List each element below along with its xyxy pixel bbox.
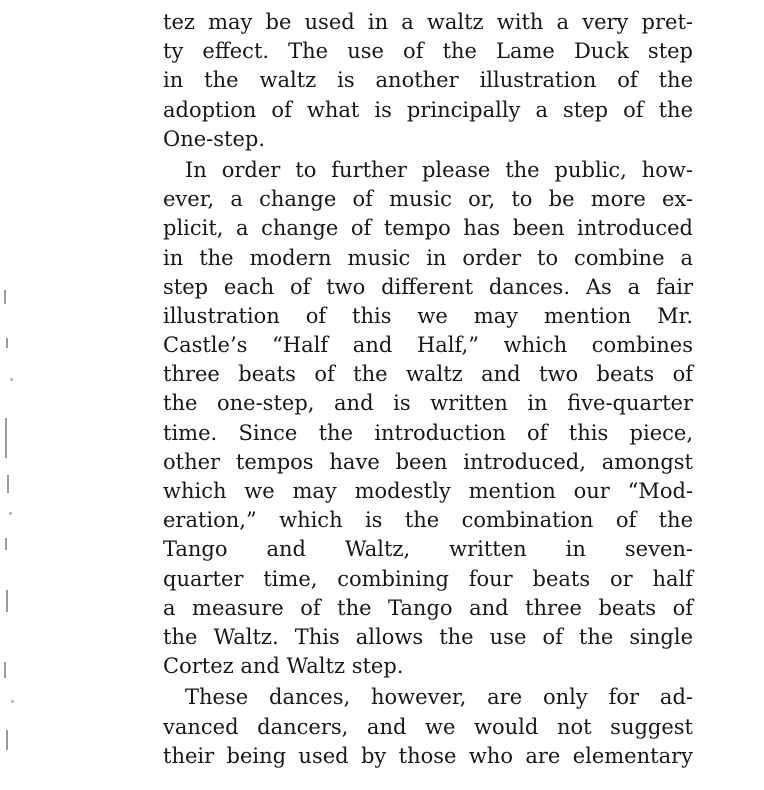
text-line: illustration of this we may mention Mr. — [163, 303, 693, 328]
text-line: Tango and Waltz, written in seven- — [163, 537, 693, 562]
paragraph — [163, 8, 693, 154]
text-line: One-step. — [163, 126, 266, 151]
text-line: In order to further please the public, how- — [185, 157, 693, 182]
text-line: the one-step, and is written in five-quarter — [163, 391, 693, 416]
text-line: quarter time, combining four beats or half — [163, 566, 693, 591]
text-line: three beats of the waltz and two beats of — [163, 362, 693, 387]
text-line: in the waltz is another illustration of the — [163, 68, 693, 93]
binding-mark — [5, 418, 7, 458]
paragraph — [163, 683, 693, 771]
text-line: ever, a change of music or, to be more ex- — [163, 187, 693, 212]
text-line: adoption of what is principally a step of the — [163, 97, 693, 122]
paragraph — [163, 156, 693, 681]
binding-mark — [7, 475, 9, 493]
binding-mark — [6, 338, 8, 348]
text-line: Castle’s “Half and Half,” which combines — [163, 333, 693, 358]
text-line: their being used by those who are elementary — [163, 743, 693, 768]
binding-mark — [5, 538, 7, 550]
text-line: other tempos have been introduced, amongst — [163, 449, 693, 474]
text-line: a measure of the Tango and three beats of — [163, 595, 693, 620]
binding-mark — [4, 662, 6, 678]
binding-speck — [11, 700, 14, 703]
text-line: vanced dancers, and we would not suggest — [163, 714, 693, 739]
text-line: step each of two different dances. As a fair — [163, 274, 693, 299]
text-line: the Waltz. This allows the use of the single — [163, 624, 693, 649]
binding-mark — [4, 290, 6, 304]
binding-mark — [6, 730, 8, 750]
binding-speck — [9, 512, 12, 515]
text-line: ty effect. The use of the Lame Duck step — [163, 39, 693, 64]
text-line: which we may modestly mention our “Mod- — [163, 479, 693, 503]
text-line: These dances, however, are only for ad- — [185, 685, 693, 710]
binding-mark — [6, 590, 8, 612]
text-line: plicit, a change of tempo has been introduced — [163, 216, 693, 241]
text-line: in the modern music in order to combine a — [163, 245, 693, 270]
text-line: eration,” which is the combination of the — [163, 508, 693, 533]
text-line: time. Since the introduction of this piece, — [163, 420, 693, 445]
text-line: Cortez and Waltz step. — [163, 654, 404, 679]
text-block — [163, 8, 693, 771]
text-line: tez may be used in a waltz with a very pret- — [163, 10, 693, 34]
binding-edge-marks — [0, 290, 14, 770]
binding-speck — [10, 378, 13, 381]
